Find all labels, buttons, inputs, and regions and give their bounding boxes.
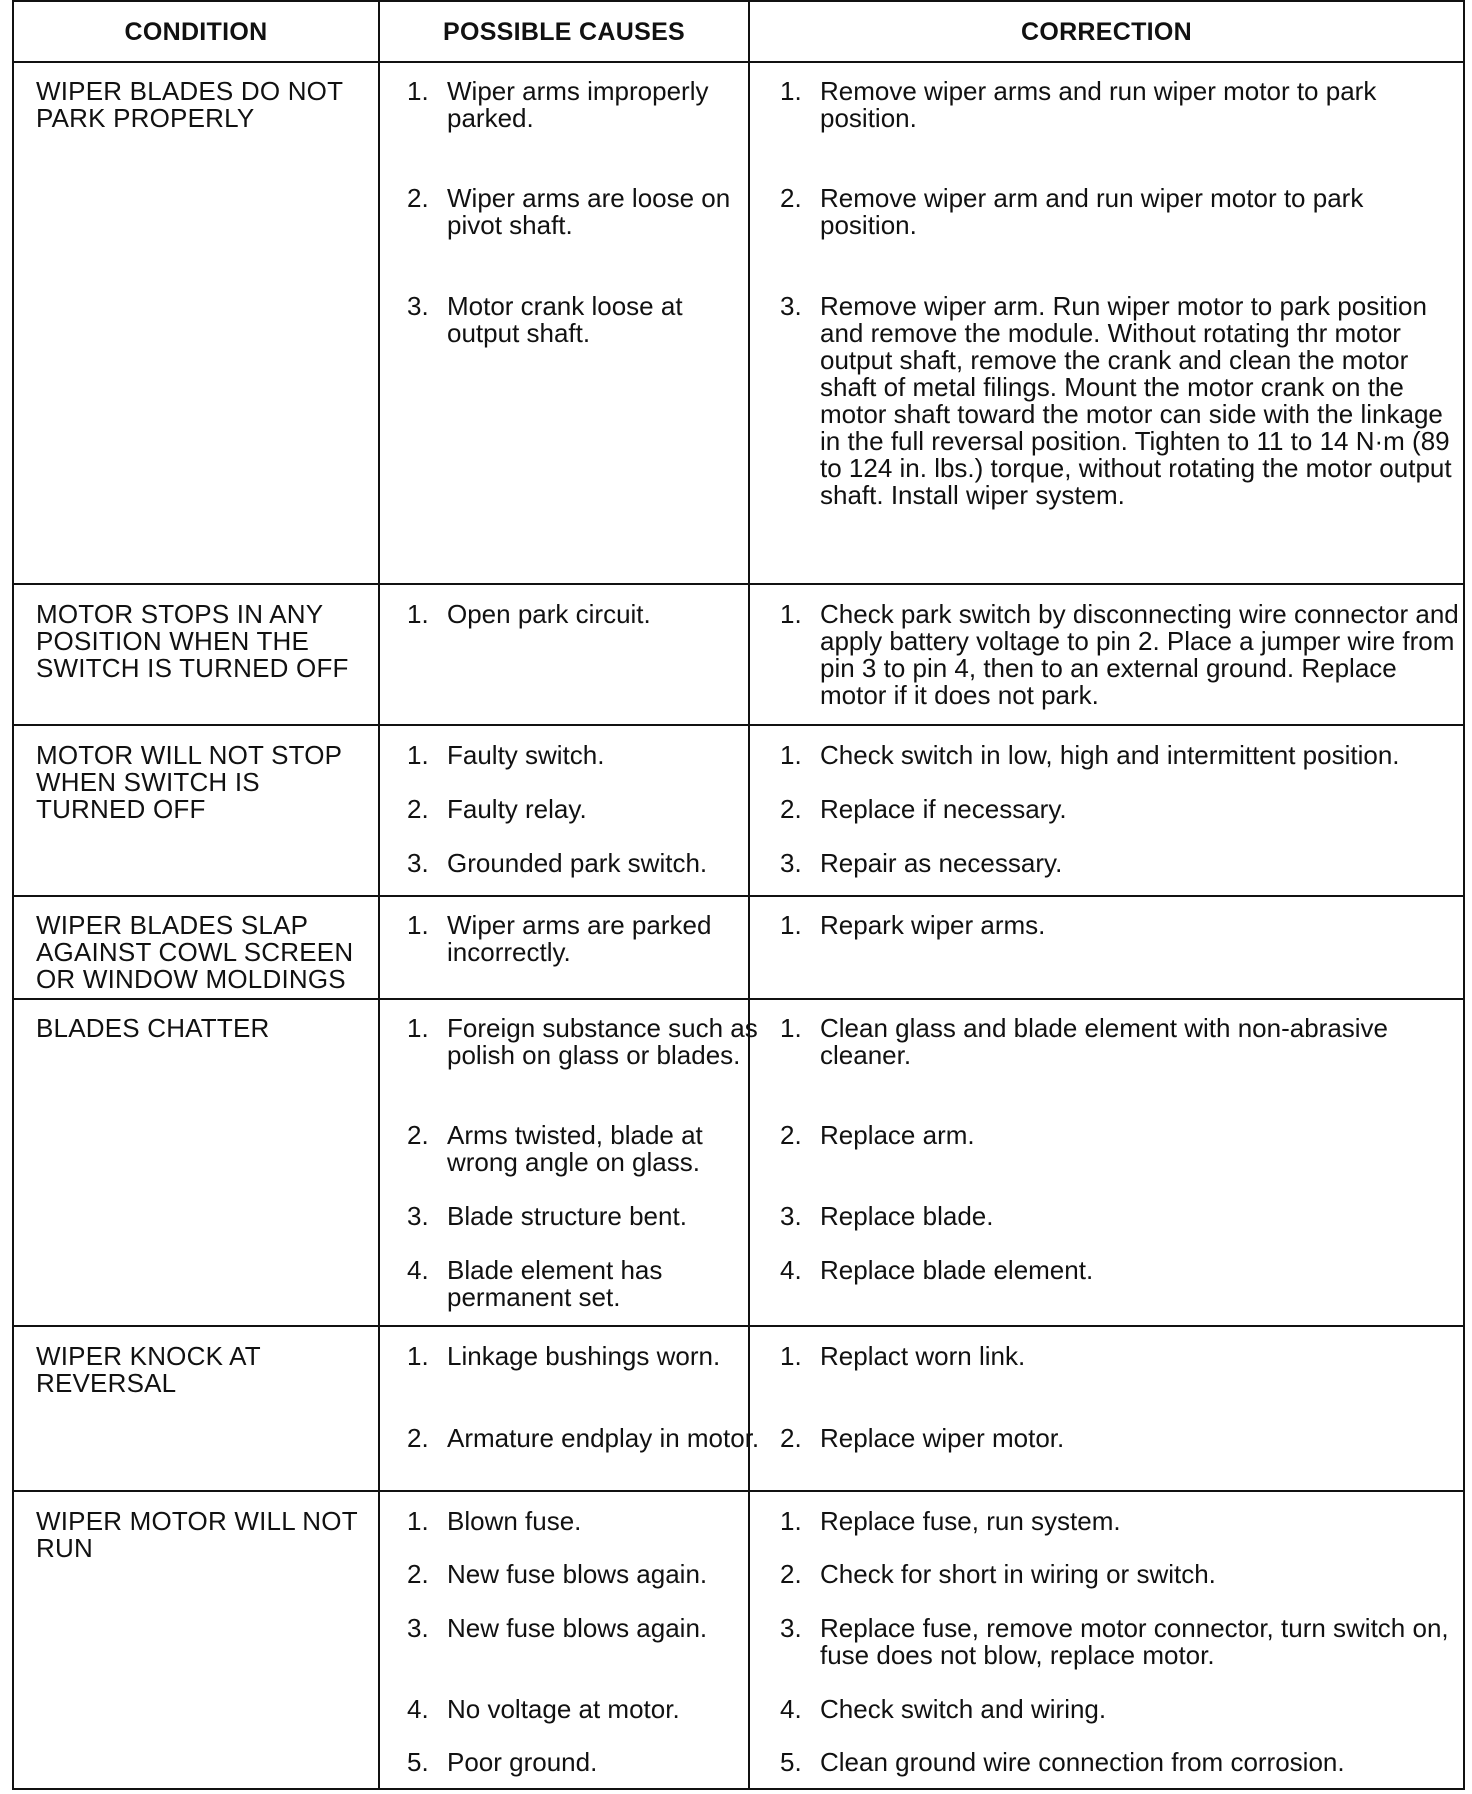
cause-number: 4. (407, 1694, 429, 1724)
correction-item (780, 1203, 1460, 1230)
correction-text: Remove wiper arms and run wiper motor to park position. (820, 76, 1377, 133)
cause-item (407, 293, 762, 347)
cause-number: 1. (407, 76, 429, 106)
correction-item (780, 796, 1460, 823)
cause-text: Poor ground. (447, 1747, 598, 1777)
correction-text: Clean glass and blade element with non-abrasive cleaner. (820, 1013, 1389, 1070)
correction-text: Check switch in low, high and intermittent position. (820, 740, 1400, 770)
correction-item (780, 78, 1460, 132)
correction-number: 2. (780, 183, 802, 213)
cause-number: 2. (407, 1423, 429, 1453)
correction-item (780, 912, 1460, 939)
cause-text: Wiper arms improperly parked. (447, 76, 709, 133)
cause-item (407, 78, 762, 132)
correction-item (780, 1343, 1460, 1370)
correction-number: 2. (780, 1423, 802, 1453)
condition-text: BLADES CHATTER (36, 1013, 270, 1043)
cause-text: Linkage bushings worn. (447, 1341, 721, 1371)
cause-item (407, 1203, 762, 1230)
header-condition: CONDITION (124, 17, 268, 46)
cause-number: 3. (407, 1613, 429, 1643)
cause-item (407, 1696, 762, 1723)
correction-text: Repair as necessary. (820, 848, 1063, 878)
cause-text: Open park circuit. (447, 599, 651, 629)
condition-text: WIPER MOTOR WILL NOT RUN (36, 1506, 358, 1563)
row-divider (14, 1325, 1463, 1327)
correction-number: 5. (780, 1747, 802, 1777)
cause-item (407, 601, 762, 628)
correction-number: 4. (780, 1255, 802, 1285)
correction-number: 1. (780, 910, 802, 940)
troubleshooting-table (12, 0, 1465, 1790)
correction-text: Check switch and wiring. (820, 1694, 1107, 1724)
correction-item (780, 1749, 1460, 1776)
cause-number: 1. (407, 910, 429, 940)
cause-text: Blade element has permanent set. (447, 1255, 663, 1312)
correction-text: Remove wiper arm. Run wiper motor to park position and remove the module. Without rotating thr motor output shaft, remove the crank and clean the motor shaft of metal filings. Mount the motor crank on the motor shaft toward the motor can side with the linkage in the full reversal position. Tighten to 11 to 14 N·m (89 to 124 in. lbs.) torque, without rotating the motor output shaft. Install wiper system. (820, 291, 1452, 510)
correction-number: 1. (780, 1506, 802, 1536)
correction-item (780, 185, 1460, 239)
cause-number: 1. (407, 599, 429, 629)
cause-number: 3. (407, 848, 429, 878)
correction-number: 1. (780, 1013, 802, 1043)
correction-number: 1. (780, 599, 802, 629)
cause-number: 1. (407, 1013, 429, 1043)
condition-text: WIPER BLADES DO NOT PARK PROPERLY (36, 76, 343, 133)
cause-item (407, 185, 762, 239)
correction-item (780, 1015, 1460, 1069)
cause-number: 2. (407, 1120, 429, 1150)
correction-item (780, 601, 1460, 709)
cause-item (407, 850, 762, 877)
condition-text: WIPER KNOCK AT REVERSAL (36, 1341, 261, 1398)
cause-item (407, 1749, 762, 1776)
correction-text: Replace blade. (820, 1201, 994, 1231)
cause-item (407, 1615, 762, 1642)
correction-item (780, 1122, 1460, 1149)
cause-text: Armature endplay in motor. (447, 1423, 760, 1453)
correction-text: Remove wiper arm and run wiper motor to park position. (820, 183, 1364, 240)
correction-text: Check for short in wiring or switch. (820, 1559, 1216, 1589)
condition-text: MOTOR STOPS IN ANY POSITION WHEN THE SWITCH IS TURNED OFF (36, 599, 349, 683)
cause-item (407, 1508, 762, 1535)
correction-number: 2. (780, 1559, 802, 1589)
row-divider (14, 583, 1463, 585)
condition-text: WIPER BLADES SLAP AGAINST COWL SCREEN OR WINDOW MOLDINGS (36, 910, 354, 994)
cause-text: Blade structure bent. (447, 1201, 687, 1231)
correction-item (780, 1696, 1460, 1723)
correction-number: 3. (780, 1613, 802, 1643)
cause-number: 5. (407, 1747, 429, 1777)
row-divider (14, 895, 1463, 897)
cause-text: Grounded park switch. (447, 848, 708, 878)
correction-number: 3. (780, 1201, 802, 1231)
correction-text: Replace fuse, remove motor connector, turn switch on, fuse does not blow, replace motor. (820, 1613, 1449, 1670)
correction-text: Replace if necessary. (820, 794, 1067, 824)
cause-number: 4. (407, 1255, 429, 1285)
correction-text: Replace wiper motor. (820, 1423, 1065, 1453)
cause-text: New fuse blows again. (447, 1559, 708, 1589)
correction-text: Check park switch by disconnecting wire connector and apply battery voltage to pin 2. Place a jumper wire from pin 3 to pin 4, then to an external ground. Replace motor if it does not park. (820, 599, 1459, 710)
cause-number: 3. (407, 1201, 429, 1231)
cause-text: Wiper arms are parked incorrectly. (447, 910, 712, 967)
correction-text: Replace arm. (820, 1120, 975, 1150)
correction-number: 1. (780, 740, 802, 770)
correction-number: 2. (780, 794, 802, 824)
correction-number: 3. (780, 291, 802, 321)
cause-text: Faulty switch. (447, 740, 605, 770)
condition-text: MOTOR WILL NOT STOP WHEN SWITCH IS TURNED OFF (36, 740, 342, 824)
cause-number: 2. (407, 1559, 429, 1589)
cause-item (407, 912, 762, 966)
header-correction: CORRECTION (1020, 17, 1193, 46)
correction-text: Clean ground wire connection from corrosion. (820, 1747, 1345, 1777)
header-possible-causes: POSSIBLE CAUSES (442, 17, 686, 46)
cause-number: 1. (407, 740, 429, 770)
cause-text: New fuse blows again. (447, 1613, 708, 1643)
cause-text: Blown fuse. (447, 1506, 582, 1536)
correction-number: 1. (780, 76, 802, 106)
cause-text: Wiper arms are loose on pivot shaft. (447, 183, 731, 240)
cause-item (407, 1425, 762, 1452)
cause-number: 1. (407, 1341, 429, 1371)
correction-item (780, 1561, 1460, 1588)
correction-number: 2. (780, 1120, 802, 1150)
correction-number: 1. (780, 1341, 802, 1371)
cause-item (407, 1257, 762, 1311)
cause-text: No voltage at motor. (447, 1694, 680, 1724)
correction-item (780, 293, 1460, 509)
correction-item (780, 1257, 1460, 1284)
correction-number: 3. (780, 848, 802, 878)
cause-text: Faulty relay. (447, 794, 587, 824)
correction-text: Replace blade element. (820, 1255, 1094, 1285)
correction-item (780, 1615, 1460, 1669)
correction-number: 4. (780, 1694, 802, 1724)
correction-text: Repark wiper arms. (820, 910, 1046, 940)
cause-text: Foreign substance such as polish on glass or blades. (447, 1013, 758, 1070)
correction-item (780, 850, 1460, 877)
correction-item (780, 742, 1460, 769)
row-divider (14, 1490, 1463, 1492)
correction-item (780, 1425, 1460, 1452)
cause-number: 1. (407, 1506, 429, 1536)
cause-text: Arms twisted, blade at wrong angle on glass. (447, 1120, 703, 1177)
cause-item (407, 1561, 762, 1588)
cause-item (407, 796, 762, 823)
cause-number: 2. (407, 794, 429, 824)
correction-text: Replact worn link. (820, 1341, 1026, 1371)
row-divider (14, 998, 1463, 1000)
cause-item (407, 1015, 762, 1069)
cause-number: 3. (407, 291, 429, 321)
cause-item (407, 1343, 762, 1370)
row-divider (14, 724, 1463, 726)
correction-item (780, 1508, 1460, 1535)
cause-item (407, 1122, 762, 1176)
cause-number: 2. (407, 183, 429, 213)
cause-text: Motor crank loose at output shaft. (447, 291, 683, 348)
cause-item (407, 742, 762, 769)
correction-text: Replace fuse, run system. (820, 1506, 1121, 1536)
